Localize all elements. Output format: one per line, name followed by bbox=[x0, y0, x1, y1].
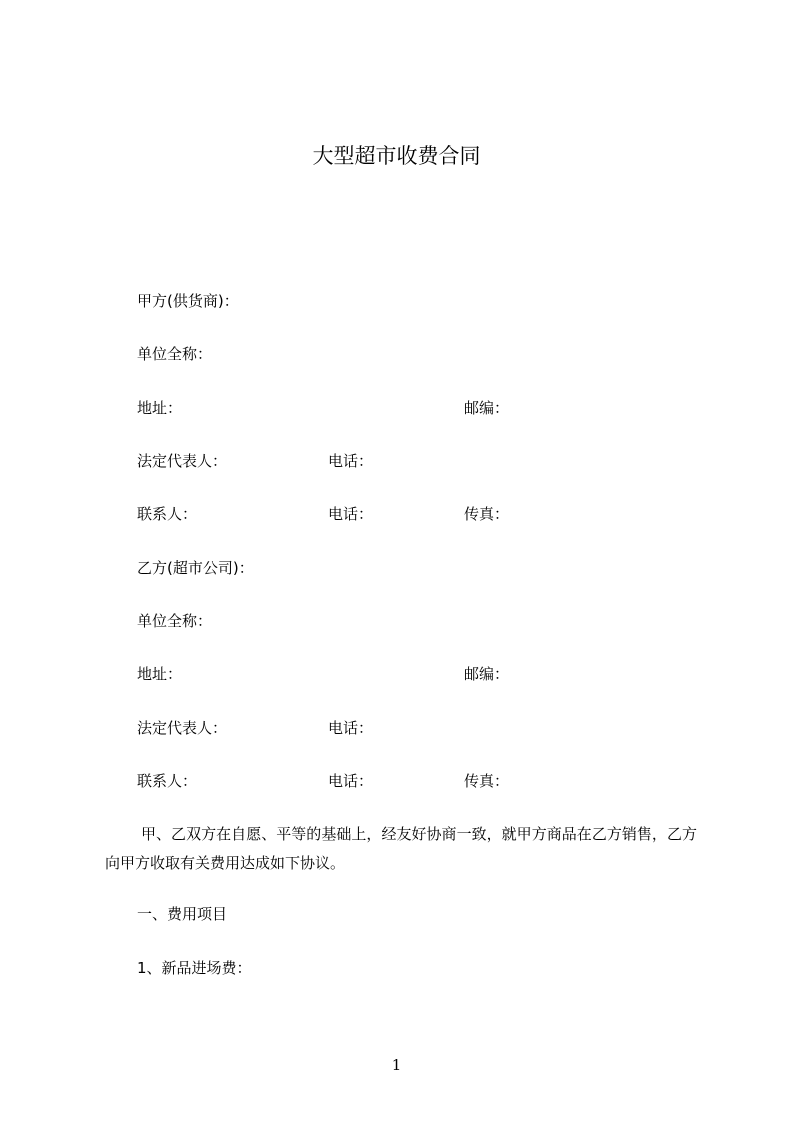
party-b-address-row bbox=[0, 662, 793, 686]
section-1-heading: 一、费用项目 bbox=[137, 905, 228, 923]
section-1-row bbox=[0, 902, 793, 926]
party-a-fax-label: 传真： bbox=[464, 505, 510, 523]
party-b-phone-label-2: 电话： bbox=[328, 772, 374, 790]
party-b-heading: 乙方(超市公司)： bbox=[137, 559, 254, 577]
page-number: 1 bbox=[391, 1056, 402, 1074]
party-a-address-row bbox=[0, 396, 793, 420]
party-a-unit-name-label: 单位全称： bbox=[137, 345, 213, 363]
party-a-phone-label-2: 电话： bbox=[328, 505, 374, 523]
party-b-postcode-label: 邮编： bbox=[464, 665, 510, 683]
party-b-contact-label: 联系人： bbox=[137, 772, 198, 790]
party-b-legal-rep-label: 法定代表人： bbox=[137, 719, 228, 737]
party-b-address-label: 地址： bbox=[137, 665, 183, 683]
party-b-legal-rep-row bbox=[0, 716, 793, 740]
party-b-fax-label: 传真： bbox=[464, 772, 510, 790]
intro-paragraph: 甲、乙双方在自愿、平等的基础上，经友好协商一致，就甲方商品在乙方销售，乙方向甲方收取有关费用达成如下协议。 bbox=[105, 825, 697, 872]
party-a-heading-row bbox=[0, 289, 793, 313]
party-b-phone-label-1: 电话： bbox=[328, 719, 374, 737]
party-a-contact-row bbox=[0, 502, 793, 526]
party-a-contact-label: 联系人： bbox=[137, 505, 198, 523]
party-a-address-label: 地址： bbox=[137, 399, 183, 417]
document-title: 大型超市收费合同 bbox=[312, 144, 481, 168]
party-b-unit-name-row bbox=[0, 609, 793, 633]
party-a-legal-rep-label: 法定代表人： bbox=[137, 452, 228, 470]
party-a-heading: 甲方(供货商)： bbox=[137, 292, 239, 310]
party-a-legal-rep-row bbox=[0, 449, 793, 473]
party-b-unit-name-label: 单位全称： bbox=[137, 612, 213, 630]
item-1-row bbox=[0, 956, 793, 980]
item-1-label: 1、新品进场费： bbox=[137, 959, 252, 977]
party-b-contact-row bbox=[0, 769, 793, 793]
party-a-unit-name-row bbox=[0, 342, 793, 366]
party-b-heading-row bbox=[0, 556, 793, 580]
party-a-postcode-label: 邮编： bbox=[464, 399, 510, 417]
party-a-phone-label-1: 电话： bbox=[328, 452, 374, 470]
